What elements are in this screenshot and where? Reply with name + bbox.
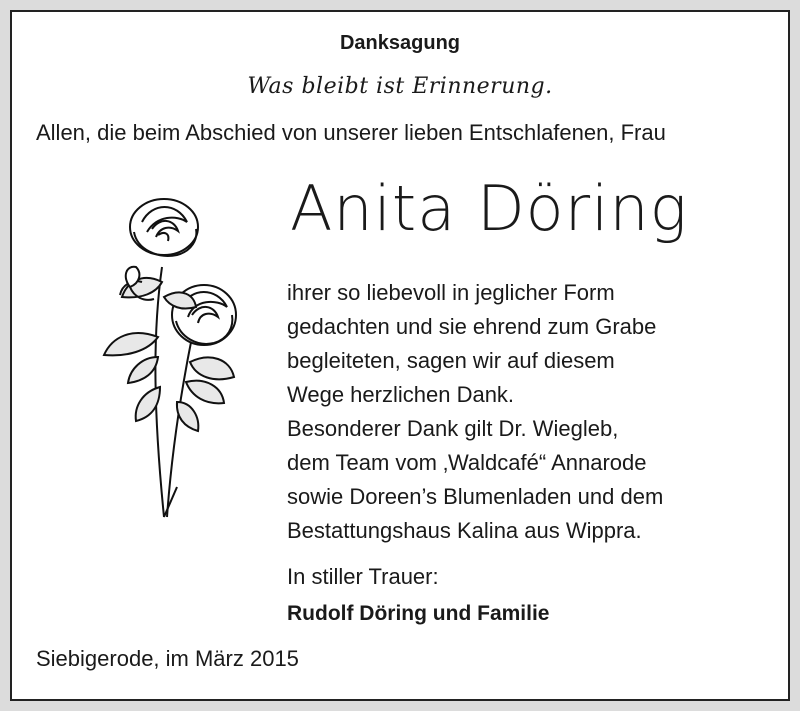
thanks-line: sowie Doreen’s Blumenladen und dem xyxy=(287,484,664,509)
thanks-line: Wege herzlichen Dank. xyxy=(287,382,515,407)
thanks-line: Bestattungshaus Kalina aus Wippra. xyxy=(287,518,642,543)
place-date: Siebigerode, im März 2015 xyxy=(36,646,299,671)
thanks-line: gedachten und sie ehrend zum Grabe xyxy=(287,314,657,339)
closing-line: In stiller Trauer: xyxy=(287,564,439,589)
obituary-notice xyxy=(10,10,790,701)
thanks-line: dem Team vom ‚Waldcafé“ Annarode xyxy=(287,450,647,475)
deceased-name: Anita Döring xyxy=(290,172,688,245)
thanks-line: ihrer so liebevoll in jeglicher Form xyxy=(287,280,615,305)
signer-name: Rudolf Döring und Familie xyxy=(287,602,550,625)
thanks-text xyxy=(287,276,663,548)
thanks-line: begleiteten, sagen wir auf diesem xyxy=(287,348,615,373)
notice-intro: Allen, die beim Abschied von unserer lieben Entschlafenen, Frau xyxy=(36,120,666,145)
notice-motto: Was bleibt ist Erinnerung. xyxy=(247,74,553,99)
rose-illustration xyxy=(82,187,247,527)
notice-heading: Danksagung xyxy=(339,32,461,54)
thanks-line: Besonderer Dank gilt Dr. Wiegleb, xyxy=(287,416,619,441)
